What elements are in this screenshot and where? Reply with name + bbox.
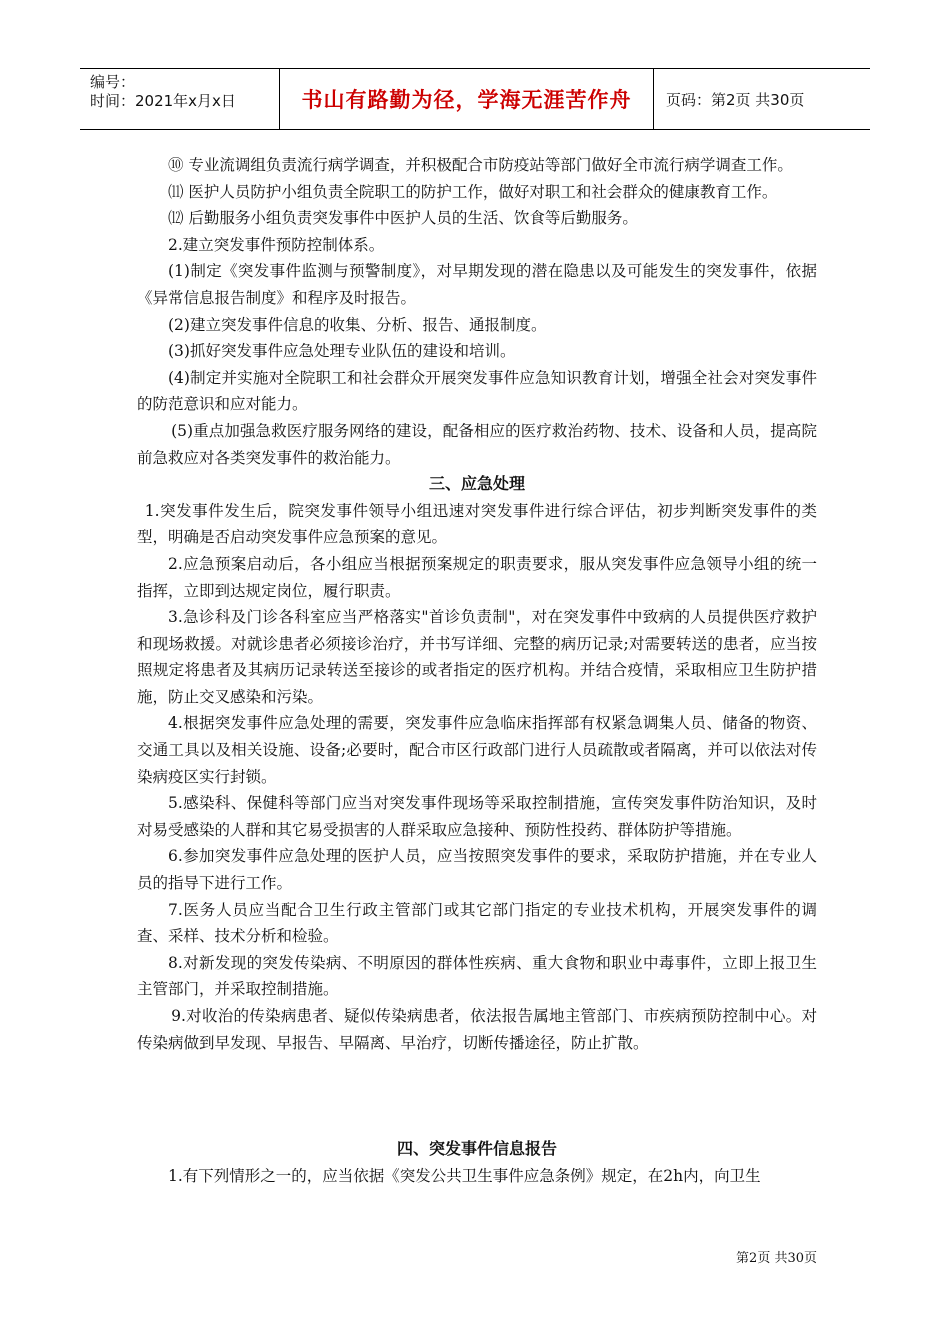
paragraph: 1.有下列情形之一的，应当依据《突发公共卫生事件应急条例》规定，在2h内，向卫生	[168, 1166, 761, 1185]
paragraph: 2.应急预案启动后，各小组应当根据预案规定的职责要求，服从突发事件应急领导小组的统一指挥，立即到达规定岗位，履行职责。	[137, 554, 817, 600]
paragraph: 1.突发事件发生后，院突发事件领导小组迅速对突发事件进行综合评估，初步判断突发事件的类型，明确是否启动突发事件应急预案的意见。	[137, 501, 817, 547]
document-body	[137, 152, 817, 1189]
paragraph: (4)制定并实施对全院职工和社会群众开展突发事件应急知识教育计划，增强全社会对突发事件的防范意识和应对能力。	[137, 368, 817, 414]
paragraph: (3)抓好突发事件应急处理专业队伍的建设和培训。	[168, 342, 516, 361]
paragraph: 5.感染科、保健科等部门应当对突发事件现场等采取控制措施，宣传突发事件防治知识，及时对易受感染的人群和其它易受损害的人群采取应急接种、预防性投药、群体防护等措施。	[137, 794, 817, 839]
paragraph: ⑩ 专业流调组负责流行病学调查，并积极配合市防疫站等部门做好全市流行病学调查工作。	[168, 156, 793, 174]
header-meta	[80, 69, 280, 129]
paragraph: 2.建立突发事件预防控制体系。	[168, 235, 385, 254]
page-footer: 第2页 共30页	[736, 1251, 817, 1266]
paragraph: (2)建立突发事件信息的收集、分析、报告、通报制度。	[168, 315, 547, 334]
section-heading: 四、突发事件信息报告	[396, 1139, 557, 1159]
paragraph: ⑾ 医护人员防护小组负责全院职工的防护工作，做好对职工和社会群众的健康教育工作。	[168, 182, 778, 201]
paragraph: 6.参加突发事件应急处理的医护人员，应当按照突发事件的要求，采取防护措施，并在专业人员的指导下进行工作。	[137, 847, 817, 893]
paragraph: 8.对新发现的突发传染病、不明原因的群体性疾病、重大食物和职业中毒事件，立即上报卫生主管部门，并采取控制措施。	[137, 953, 817, 999]
section-heading: 三、应急处理	[428, 474, 525, 494]
page-header	[80, 68, 870, 130]
paragraph: (5)重点加强急救医疗服务网络的建设，配备相应的医疗救治药物、技术、设备和人员，提高院前急救应对各类突发事件的救治能力。	[137, 421, 817, 467]
header-motto: 书山有路勤为径，学海无涯苦作舟	[280, 69, 654, 129]
paragraph: 4.根据突发事件应急处理的需要，突发事件应急临床指挥部有权紧急调集人员、储备的物资、交通工具以及相关设施、设备;必要时，配合市区行政部门进行人员疏散或者隔离，并可以依法对传染病疫区实行封锁。	[137, 714, 817, 786]
paragraph: ⑿ 后勤服务小组负责突发事件中医护人员的生活、饮食等后勤服务。	[168, 209, 638, 228]
paragraph: (1)制定《突发事件监测与预警制度》，对早期发现的潜在隐患以及可能发生的突发事件，依据《异常信息报告制度》和程序及时报告。	[137, 262, 817, 307]
document-number-label: 编号：	[90, 73, 136, 91]
paragraph: 7.医务人员应当配合卫生行政主管部门或其它部门指定的专业技术机构，开展突发事件的调查、采样、技术分析和检验。	[137, 900, 817, 946]
header-page-number: 页码：第2页 共30页	[666, 90, 805, 109]
paragraph: 3.急诊科及门诊各科室应当严格落实"首诊负责制"，对在突发事件中致病的人员提供医疗救护和现场救援。对就诊患者必须接诊治疗，并书写详细、完整的病历记录;对需要转送的患者，应当按照规定将患者及其病历记录转送至接诊的或者指定的医疗机构。并结合疫情，采取相应卫生防护措施，防止交叉感染和污染。	[137, 608, 817, 706]
document-date-label: 时间：2021年x月x日	[90, 92, 236, 110]
paragraph: 9.对收治的传染病患者、疑似传染病患者，依法报告属地主管部门、市疾病预防控制中心。对传染病做到早发现、早报告、早隔离、早治疗，切断传播途径，防止扩散。	[137, 1007, 817, 1052]
spacer	[137, 1056, 817, 1136]
